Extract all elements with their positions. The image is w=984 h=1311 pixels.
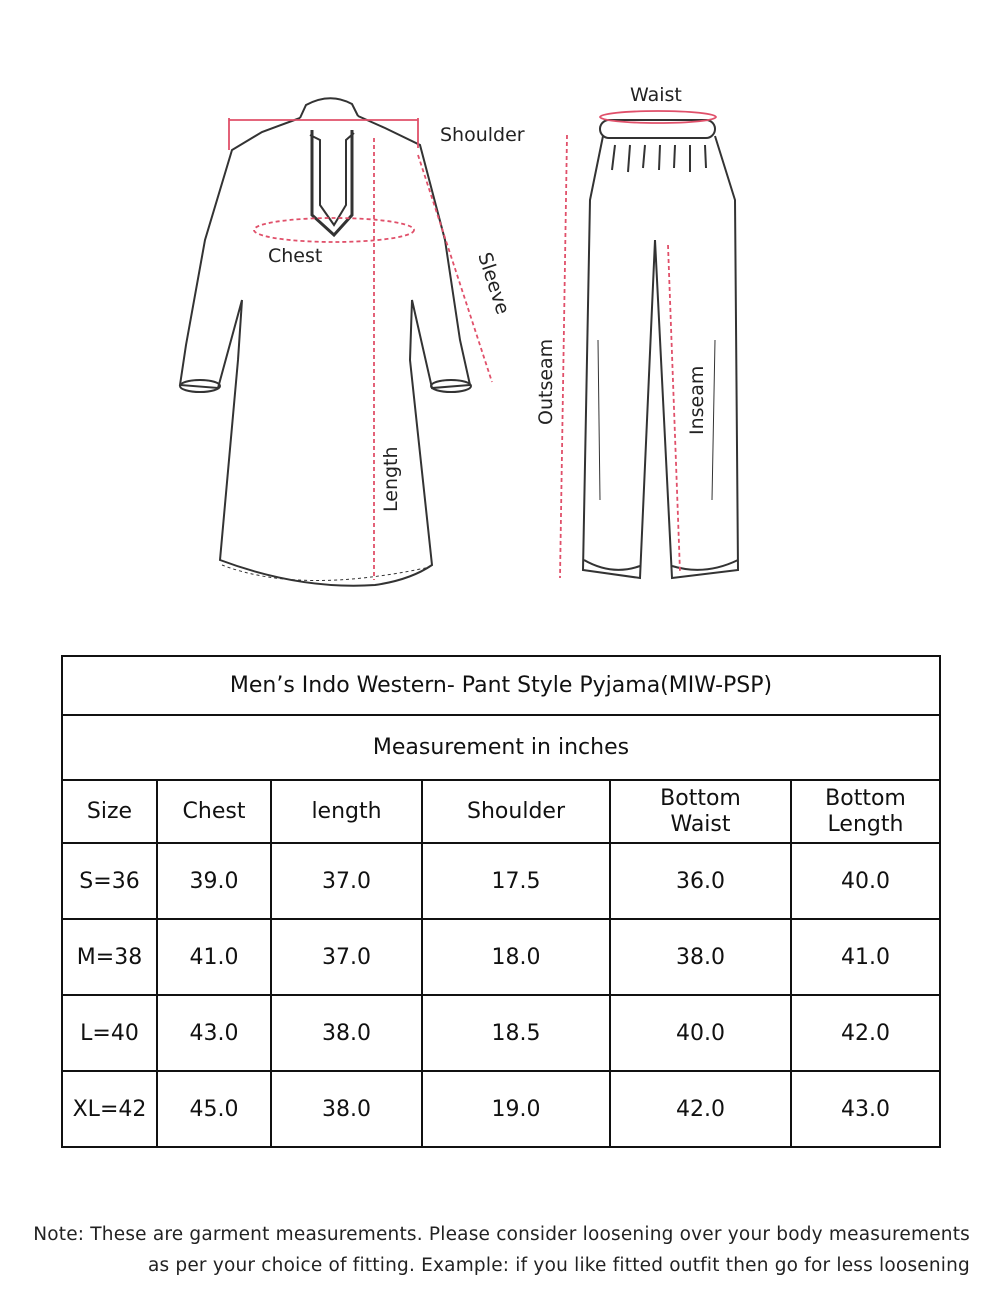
cell-chest: 41.0 — [157, 919, 271, 995]
header-shoulder: Shoulder — [422, 780, 610, 843]
cell-bottom-waist: 40.0 — [610, 995, 791, 1071]
label-length: Length — [380, 446, 402, 512]
fitting-note — [10, 1219, 970, 1281]
cell-shoulder: 19.0 — [422, 1071, 610, 1147]
cell-bottom-waist: 42.0 — [610, 1071, 791, 1147]
table-row — [62, 919, 940, 995]
cell-length: 37.0 — [271, 919, 422, 995]
cell-bottom-length: 40.0 — [791, 843, 940, 919]
table-subtitle: Measurement in inches — [62, 715, 940, 780]
cell-bottom-waist: 38.0 — [610, 919, 791, 995]
label-sleeve: Sleeve — [473, 249, 514, 318]
header-length: length — [271, 780, 422, 843]
table-row — [62, 1071, 940, 1147]
table-row — [62, 843, 940, 919]
note-line-1: Note: These are garment measurements. Please consider loosening over your body measurements — [33, 1224, 970, 1245]
header-bottom-waist: Bottom Waist — [610, 780, 791, 843]
cell-bottom-waist: 36.0 — [610, 843, 791, 919]
cell-length: 37.0 — [271, 843, 422, 919]
size-chart-table — [61, 655, 941, 1148]
label-outseam: Outseam — [535, 338, 557, 425]
cell-bottom-length: 43.0 — [791, 1071, 940, 1147]
label-inseam: Inseam — [686, 365, 708, 435]
cell-size: L=40 — [62, 995, 157, 1071]
cell-size: M=38 — [62, 919, 157, 995]
cell-length: 38.0 — [271, 1071, 422, 1147]
cell-shoulder: 17.5 — [422, 843, 610, 919]
pyjama-illustration — [583, 120, 738, 578]
label-chest: Chest — [268, 245, 323, 267]
cell-size: XL=42 — [62, 1071, 157, 1147]
header-size: Size — [62, 780, 157, 843]
header-bottom-length: Bottom Length — [791, 780, 940, 843]
table-row — [62, 995, 940, 1071]
cell-chest: 39.0 — [157, 843, 271, 919]
cell-shoulder: 18.5 — [422, 995, 610, 1071]
kurta-illustration — [180, 98, 471, 585]
cell-bottom-length: 41.0 — [791, 919, 940, 995]
cell-chest: 45.0 — [157, 1071, 271, 1147]
label-shoulder: Shoulder — [440, 124, 525, 146]
note-line-2: as per your choice of fitting. Example: if you like fitted outfit then go for less loosening — [147, 1255, 970, 1276]
cell-shoulder: 18.0 — [422, 919, 610, 995]
cell-chest: 43.0 — [157, 995, 271, 1071]
cell-length: 38.0 — [271, 995, 422, 1071]
table-header-row — [62, 780, 940, 843]
cell-bottom-length: 42.0 — [791, 995, 940, 1071]
table-title: Men’s Indo Western- Pant Style Pyjama(MIW-PSP) — [62, 656, 940, 715]
garment-diagram — [0, 0, 984, 620]
cell-size: S=36 — [62, 843, 157, 919]
header-chest: Chest — [157, 780, 271, 843]
label-waist: Waist — [630, 84, 682, 106]
